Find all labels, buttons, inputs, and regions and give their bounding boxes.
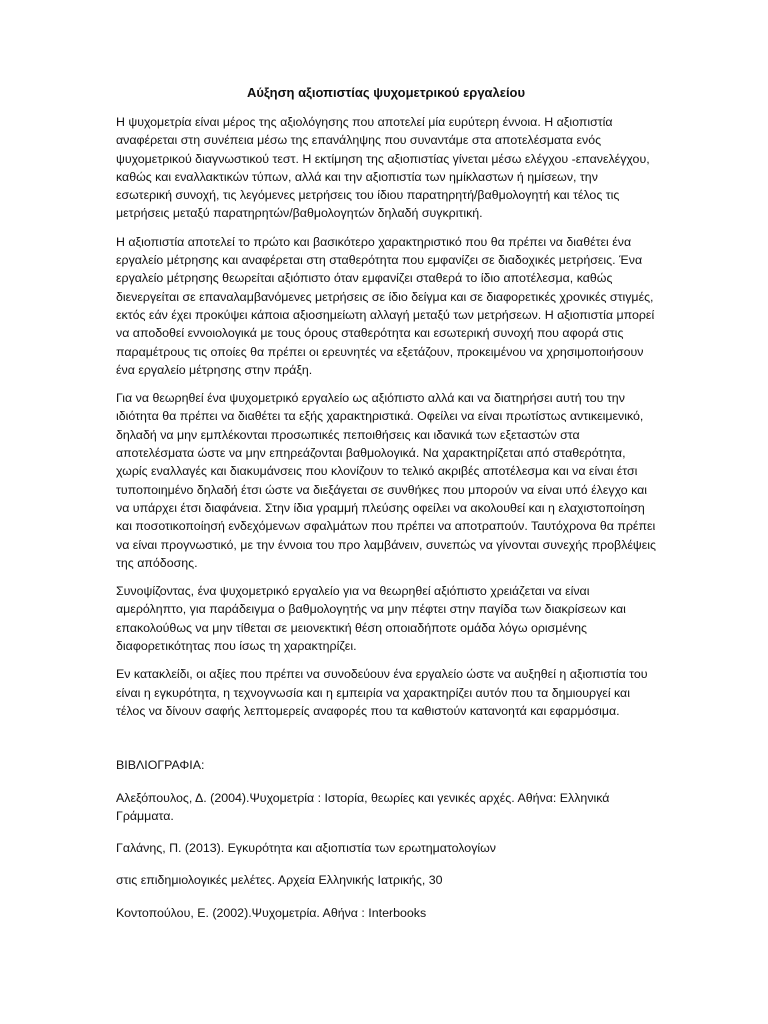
paragraph-reliability: Η αξιοπιστία αποτελεί το πρώτο και βασικότερο χαρακτηριστικό που θα πρέπει να διαθέτει ένα εργαλείο μέτρησης και αναφέρεται στη σταθερότητα που εμφανίζει σε διαδοχικές μετρήσεις. Ένα εργαλείο μέτρησης θεωρείται αξιόπιστο όταν εμφανίζει σταθερά το ίδιο αποτέλεσμα, καθώς διενεργείται σε επαναλαμβανόμενες μετρήσεις σε ίδιο δείγμα και σε διαφορετικές χρονικές στιγμές, εκτός εάν έχει προκύψει κάποια αξιοσημείωτη αλλαγή μεταξύ των μετρήσεων. Η αξιοπιστία μπορεί να αποδοθεί εννοιολογικά με τους όρους σταθερότητα και εσωτερική συνοχή που αφορά στις παραμέτρους τις οποίες θα πρέπει οι ερευνητές να εξετάζουν, προκειμένου να χρησιμοποιήσουν ένα εργαλείο μέτρησης στην πράξη. (116, 234, 655, 377)
document-page (116, 84, 656, 936)
reference-item: Αλεξόπουλος, Δ. (2004).Ψυχομετρία : Ιστορία, θεωρίες και γενικές αρχές. Αθήνα: Ελληνικά Γράμματα. (116, 790, 610, 823)
reference-item: στις επιδημιολογικές μελέτες. Αρχεία Ελληνικής Ιατρικής, 30 (116, 873, 443, 888)
paragraph-conclusion: Εν κατακλείδι, οι αξίες που πρέπει να συνοδεύουν ένα εργαλείο ώστε να αυξηθεί η αξιοπιστία του είναι η εγκυρότητα, η τεχνογνωσία και η εμπειρία να χαρακτηρίζει αυτόν που τα δημιουργεί και τέλος να δίνουν σαφής λεπτομερείς αναφορές που τα καθιστούν κατανοητά και εφαρμόσιμα. (116, 667, 648, 718)
reference-item: Κοντοπούλου, Ε. (2002).Ψυχομετρία. Αθήνα : Interbooks (116, 905, 427, 920)
paragraph-intro: Η ψυχομετρία είναι μέρος της αξιολόγησης που αποτελεί μία ευρύτερη έννοια. Η αξιοπιστία αναφέρεται στη συνέπεια μέσω της επανάληψης που συναντάμε στα αποτελέσματα ενός ψυχομετρικού διαγνωστικού τεστ. Η εκτίμηση της αξιοπιστίας γίνεται μέσω ελέγχου -επανελέγχου, καθώς και εναλλακτικών τύπων, αλλά και την αξιοπιστία των ημίκλαστων ή ημίσεων, την εσωτερική συνοχή, τις λεγόμενες μετρήσεις του ίδιου παρατηρητή/βαθμολογητή και τέλος τις μετρήσεις μεταξύ παρατηρητών/βαθμολογητών δηλαδή συγκριτική. (116, 115, 650, 221)
document-title: Αύξηση αξιοπιστίας ψυχομετρικού εργαλείου (246, 85, 526, 100)
reference-item: Γαλάνης, Π. (2013). Εγκυρότητα και αξιοπιστία των ερωτηματολογίων (116, 841, 497, 856)
paragraph-characteristics: Για να θεωρηθεί ένα ψυχομετρικό εργαλείο ως αξιόπιστο αλλά και να διατηρήσει αυτή του την ιδιότητα θα πρέπει να διαθέτει τα εξής χαρακτηριστικά. Οφείλει να είναι πρωτίστως αντικειμενικό, δηλαδή να μην εμπλέκονται προσωπικές πεποιθήσεις και ιδανικά των εξεταστών στα αποτελέσματα ώστε να μην επηρεάζονται βαθμολογικά. Να χαρακτηρίζεται από σταθερότητα, χωρίς εναλλαγές και διακυμάνσεις που κλονίζουν το τελικό ακριβές αποτέλεσμα και να είναι έτσι τυποποιημένο δηλαδή έτσι ώστε να διεξάγεται σε συνθήκες που μπορούν να είναι υπό έλεγχο και να υπάρχει έτσι διαφάνεια. Στην ίδια γραμμή πλεύσης οφείλει να ακολουθεί και η ελαχιστοποίηση και ποσοτικοποίησή ενδεχόμενων σφαλμάτων που πρέπει να αποτραπούν. Ταυτόχρονα θα πρέπει να είναι προγνωστικό, με την έννοια του προ λαμβάνειν, συνεπώς να γίνονται συνεχής προβλέψεις της απόδοσης. (116, 391, 656, 570)
bibliography-heading: ΒΙΒΛΙΟΓΡΑΦΙΑ: (116, 758, 205, 773)
paragraph-summary: Συνοψίζοντας, ένα ψυχομετρικό εργαλείο για να θεωρηθεί αξιόπιστο χρειάζεται να είναι αμερόληπτο, για παράδειγμα ο βαθμολογητής να μην πέφτει στην παγίδα των διακρίσεων και επακολούθως να μην τίθεται σε μειονεκτική θέση οποιαδήποτε ομάδα λόγω ορισμένης διαφορετικότητας που ίσως τη χαρακτηρίζει. (116, 584, 626, 654)
